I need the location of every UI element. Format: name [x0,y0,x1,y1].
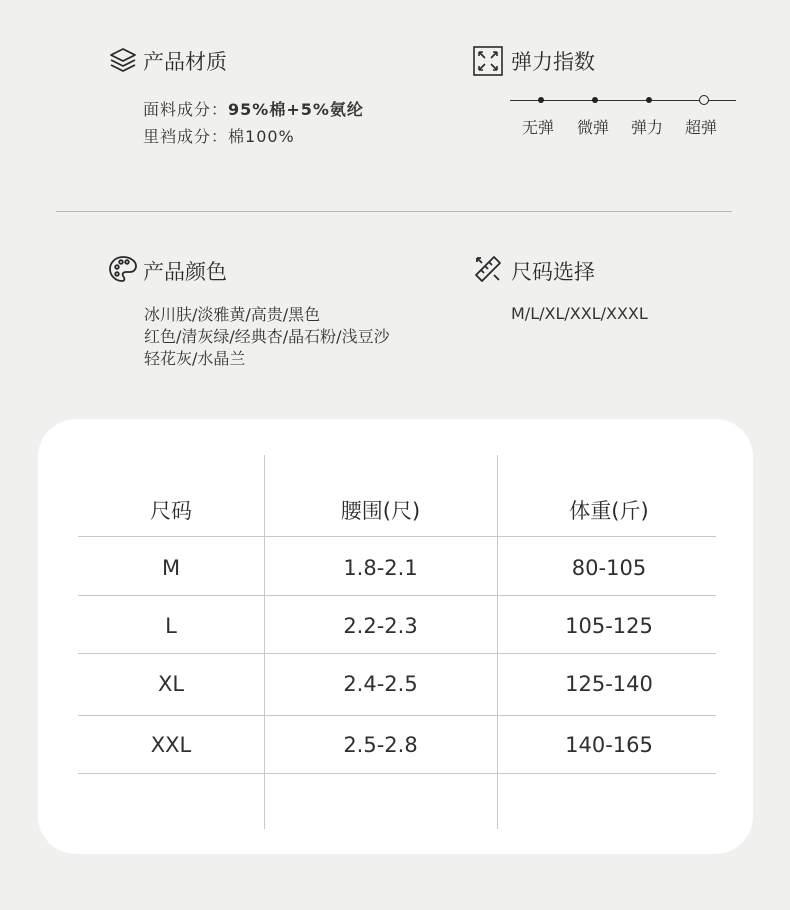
crotch-value: 棉100% [228,127,295,146]
table-header-waist: 腰围(尺) [340,499,421,523]
elasticity-title: 弹力指数 [511,50,595,74]
color-list-line-2: 红色/清灰绿/经典杏/晶石粉/浅豆沙 [144,327,390,346]
table-cell-size: M [161,556,181,580]
elasticity-label-medium: 弹力 [631,118,664,137]
elasticity-dot-slight [592,97,598,103]
table-cell-size: L [165,614,177,638]
table-row-divider [78,536,716,537]
expand-arrows-icon [473,46,503,76]
section-divider [56,211,732,212]
table-row-divider [78,653,716,654]
palette-icon [108,255,138,283]
table-cell-size: XL [157,672,185,696]
table-cell-size: XXL [150,733,192,757]
table-cell-waist: 2.2-2.3 [343,614,418,638]
fabric-label: 面料成分： [143,100,229,119]
elasticity-label-none: 无弹 [522,118,555,137]
table-cell-waist: 1.8-2.1 [343,556,418,580]
elasticity-dot-none [538,97,544,103]
material-title: 产品材质 [143,50,227,74]
ruler-pencil-icon [473,254,503,284]
table-cell-waist: 2.5-2.8 [343,733,418,757]
layers-icon [108,46,138,74]
elasticity-label-super: 超弹 [685,118,718,137]
fabric-value: 95%棉+5%氨纶 [228,100,364,119]
elasticity-dot-medium [646,97,652,103]
crotch-composition [143,124,295,147]
table-row-divider [78,715,716,716]
table-header-size: 尺码 [150,499,192,523]
table-cell-weight: 140-165 [565,733,653,757]
size-options: M/L/XL/XXL/XXXL [511,304,648,323]
color-list-line-3: 轻花灰/水晶兰 [144,349,246,368]
colors-title: 产品颜色 [143,260,227,284]
table-cell-weight: 80-105 [571,556,647,580]
table-header-weight: 体重(斤) [569,499,649,523]
table-cell-weight: 125-140 [565,672,653,696]
color-list-line-1: 冰川肤/淡雅黄/高贵/黑色 [144,305,321,324]
table-row-divider [78,773,716,774]
crotch-label: 里裆成分： [143,127,229,146]
table-cell-waist: 2.4-2.5 [343,672,418,696]
table-row-divider [78,595,716,596]
table-cell-weight: 105-125 [565,614,653,638]
elasticity-label-slight: 微弹 [577,118,610,137]
elasticity-dot-super-selected [699,95,709,105]
fabric-composition [143,97,364,120]
sizes-title: 尺码选择 [511,260,595,284]
